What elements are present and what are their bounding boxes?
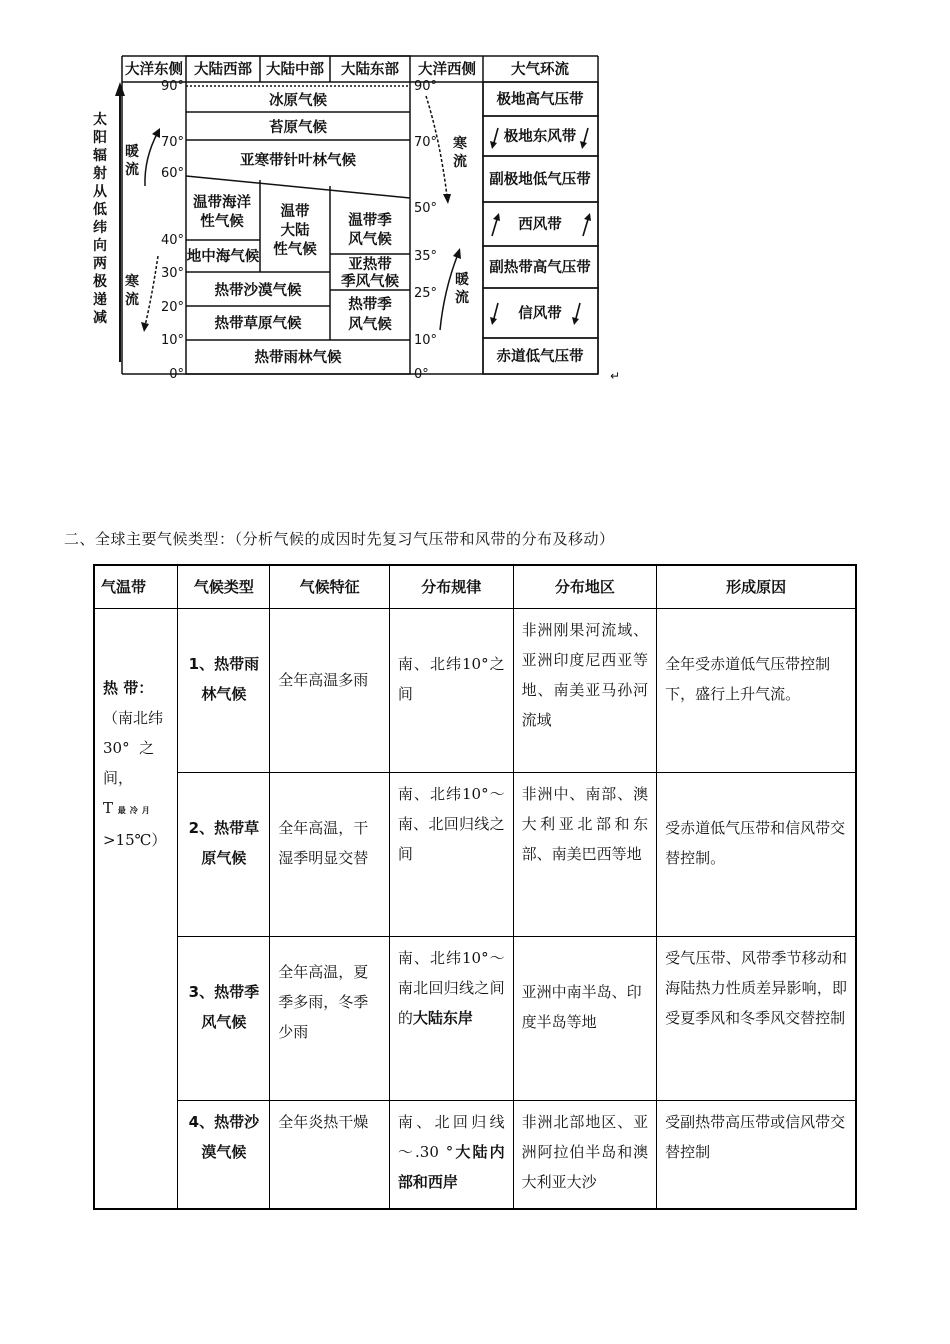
climate-type-line: 原气候	[201, 849, 247, 867]
feature-cell: 全年高温多雨	[270, 609, 390, 773]
header-continent-west: 大陆西部	[194, 62, 252, 78]
rule-cell: 南、北纬10°～南、北回归线之间	[389, 773, 513, 937]
caption-char: 阳	[93, 130, 107, 146]
left-caption	[92, 111, 108, 326]
arrow-head	[584, 213, 591, 221]
climate-type-line: 4、热带沙	[188, 1113, 260, 1131]
header-continent-middle: 大陆中部	[266, 62, 324, 78]
caption-char: 从	[93, 184, 107, 200]
climate-type-line: 漠气候	[201, 1143, 247, 1161]
climate-temperate-monsoon-line1: 温带季	[348, 213, 392, 229]
arrow-head	[490, 317, 497, 325]
region-cell: 亚洲中南半岛、印度半岛等地	[513, 937, 657, 1101]
zone-line	[103, 793, 169, 825]
header-cell: 分布地区	[513, 565, 657, 609]
polar-high: 极地高气压带	[496, 92, 584, 108]
current-char: 流	[453, 154, 467, 170]
region-cell: 非洲北部地区、亚洲阿拉伯半岛和澳大利亚大沙	[513, 1101, 657, 1209]
left-degree: 70°	[160, 135, 184, 150]
right-degree: 25°	[414, 286, 438, 301]
caption-char: 向	[93, 238, 107, 254]
rule-emphasis: 大陆东岸	[412, 1009, 473, 1027]
climate-marine-line2: 性气候	[200, 214, 244, 230]
section-title: 二、全球主要气候类型：（分析气候的成因时先复习气压带和风带的分布及移动）	[64, 530, 615, 548]
climate-continental-line1: 温带	[280, 204, 310, 220]
climate-type-line: 2、热带草	[188, 819, 260, 837]
header-cell: 气温带	[94, 565, 178, 609]
header-circulation: 大气环流	[511, 62, 569, 78]
climate-continental-line3: 性气候	[273, 242, 317, 258]
climate-continental-line2: 大陆	[280, 223, 310, 239]
header-cell: 气候特征	[270, 565, 390, 609]
climate-distribution-diagram	[0, 0, 950, 400]
climate-subarctic: 亚寒带针叶林气候	[240, 153, 356, 169]
climate-subtropical-monsoon-line2: 季风气候	[341, 274, 399, 290]
arrow-head	[493, 213, 500, 221]
zone-line: 间，	[103, 769, 134, 787]
current-char: 流	[125, 292, 139, 308]
caption-char: 递	[93, 292, 107, 308]
zone-line: （南北纬	[103, 709, 164, 727]
rule-emphasis: 大陆内部和西岸	[397, 1143, 505, 1191]
caption-char: 极	[93, 274, 107, 290]
climate-type-cell	[178, 773, 270, 937]
climate-tropical-monsoon-line1: 热带季	[348, 297, 392, 313]
climate-type-line: 风气候	[201, 1013, 247, 1031]
caption-char: 太	[93, 112, 107, 128]
cold-current-arrow	[145, 256, 158, 326]
climate-mediterranean: 地中海气候	[186, 249, 260, 265]
right-degree: 35°	[414, 249, 438, 264]
rule-cell: 南、北纬10°之间	[389, 609, 513, 773]
current-char: 寒	[125, 274, 139, 290]
left-degree: 20°	[160, 300, 184, 315]
cause-cell: 受气压带、风带季节移动和海陆热力性质差异影响，即受夏季风和冬季风交替控制	[657, 937, 856, 1101]
trade-winds: 信风带	[518, 306, 562, 322]
left-cold-current-label	[125, 273, 139, 308]
zone-line: 30° 之	[103, 739, 155, 757]
header-cell: 分布规律	[389, 565, 513, 609]
table-row	[94, 1101, 856, 1209]
right-degree: 90°	[414, 79, 438, 94]
caption-char: 减	[93, 310, 107, 326]
caption-char: 低	[93, 202, 107, 218]
climate-table	[93, 564, 857, 1210]
right-degree: 70°	[414, 135, 438, 150]
rule-text: 南、北纬10°～南北回归线之间的	[397, 949, 505, 1027]
right-cold-current-label	[453, 135, 467, 170]
subtropical-high: 副热带高气压带	[489, 260, 591, 276]
circulation-column	[483, 82, 598, 374]
cause-cell: 全年受赤道低气压带控制下，盛行上升气流。	[657, 609, 856, 773]
left-degree: 10°	[160, 333, 184, 348]
rule-text: 南、北回归线～.30 °	[397, 1113, 505, 1161]
climate-marine-line1: 温带海洋	[193, 195, 251, 211]
left-degree: 40°	[160, 233, 184, 248]
current-char: 流	[125, 162, 139, 178]
feature-cell: 全年高温，干湿季明显交替	[270, 773, 390, 937]
region-cell: 非洲中、南部、澳大利亚北部和东部、南美巴西等地	[513, 773, 657, 937]
arrow-head	[115, 82, 125, 96]
right-degree: 0°	[414, 367, 429, 382]
zone-name: 热 带：	[103, 679, 154, 697]
left-degree: 0°	[169, 367, 184, 382]
zone-cell	[94, 609, 178, 1209]
climate-tropical-monsoon-line2: 风气候	[348, 317, 392, 333]
cause-cell: 受副热带高压带或信风带交替控制	[657, 1101, 856, 1209]
right-warm-current-label	[455, 271, 469, 306]
left-degree: 60°	[160, 166, 184, 181]
caption-char: 纬	[93, 220, 107, 236]
climate-type-line: 林气候	[201, 685, 247, 703]
left-warm-current-label	[125, 143, 139, 178]
table-header-row	[94, 565, 856, 609]
caption-char: 两	[93, 256, 107, 272]
current-char: 暖	[125, 144, 139, 160]
feature-cell: 全年炎热干燥	[270, 1101, 390, 1209]
current-char: 寒	[453, 136, 467, 152]
climate-rainforest: 热带雨林气候	[254, 350, 342, 366]
climate-type-line: 3、热带季	[188, 983, 260, 1001]
westerlies: 西风带	[518, 217, 562, 233]
header-ocean-west: 大洋西侧	[418, 62, 476, 78]
table-row	[94, 609, 856, 773]
polar-easterlies: 极地东风带	[503, 129, 577, 145]
climate-tundra: 苔原气候	[269, 120, 327, 136]
header-continent-east: 大陆东部	[341, 62, 399, 78]
left-degree: 90°	[160, 79, 184, 94]
region-cell: 非洲刚果河流域、亚洲印度尼西亚等地、南美亚马孙河流域	[513, 609, 657, 773]
zone-line: >15℃）	[103, 831, 167, 849]
rule-cell	[389, 937, 513, 1101]
feature-cell: 全年高温，夏季多雨，冬季少雨	[270, 937, 390, 1101]
left-degree: 30°	[160, 266, 184, 281]
climate-savanna: 热带草原气候	[214, 316, 302, 332]
climate-type-line: 1、热带雨	[188, 655, 260, 673]
current-char: 暖	[455, 272, 469, 288]
rule-cell	[389, 1101, 513, 1209]
header-cell: 气候类型	[178, 565, 270, 609]
climate-type-cell	[178, 1101, 270, 1209]
zone-t: T	[103, 799, 114, 817]
subpolar-low: 副极地低气压带	[489, 172, 591, 188]
climate-ice: 冰原气候	[269, 93, 327, 109]
arrow-head	[490, 141, 497, 149]
arrow-head	[572, 317, 579, 325]
climate-desert: 热带沙漠气候	[214, 283, 302, 299]
current-char: 流	[455, 290, 469, 306]
right-degree: 50°	[414, 201, 438, 216]
warm-current-arrow	[145, 132, 158, 186]
caption-char: 射	[93, 166, 107, 182]
climate-type-cell	[178, 937, 270, 1101]
climate-subtropical-monsoon-line1: 亚热带	[348, 257, 392, 273]
arrow-head	[453, 248, 461, 259]
arrow-head	[443, 194, 451, 204]
arrow-head	[580, 141, 587, 149]
right-degree: 10°	[414, 333, 438, 348]
table-row	[94, 937, 856, 1101]
equatorial-low: 赤道低气压带	[496, 349, 584, 365]
cause-cell: 受赤道低气压带和信风带交替控制。	[657, 773, 856, 937]
header-ocean-east: 大洋东侧	[125, 62, 183, 78]
climate-type-cell	[178, 609, 270, 773]
climate-temperate-monsoon-line2: 风气候	[348, 232, 392, 248]
header-cell: 形成原因	[657, 565, 856, 609]
table-row	[94, 773, 856, 937]
caption-char: 辐	[93, 148, 107, 164]
end-mark: ↵	[610, 369, 621, 383]
arrow-head	[141, 322, 149, 332]
zone-coldest-month: 最冷月	[117, 805, 154, 815]
